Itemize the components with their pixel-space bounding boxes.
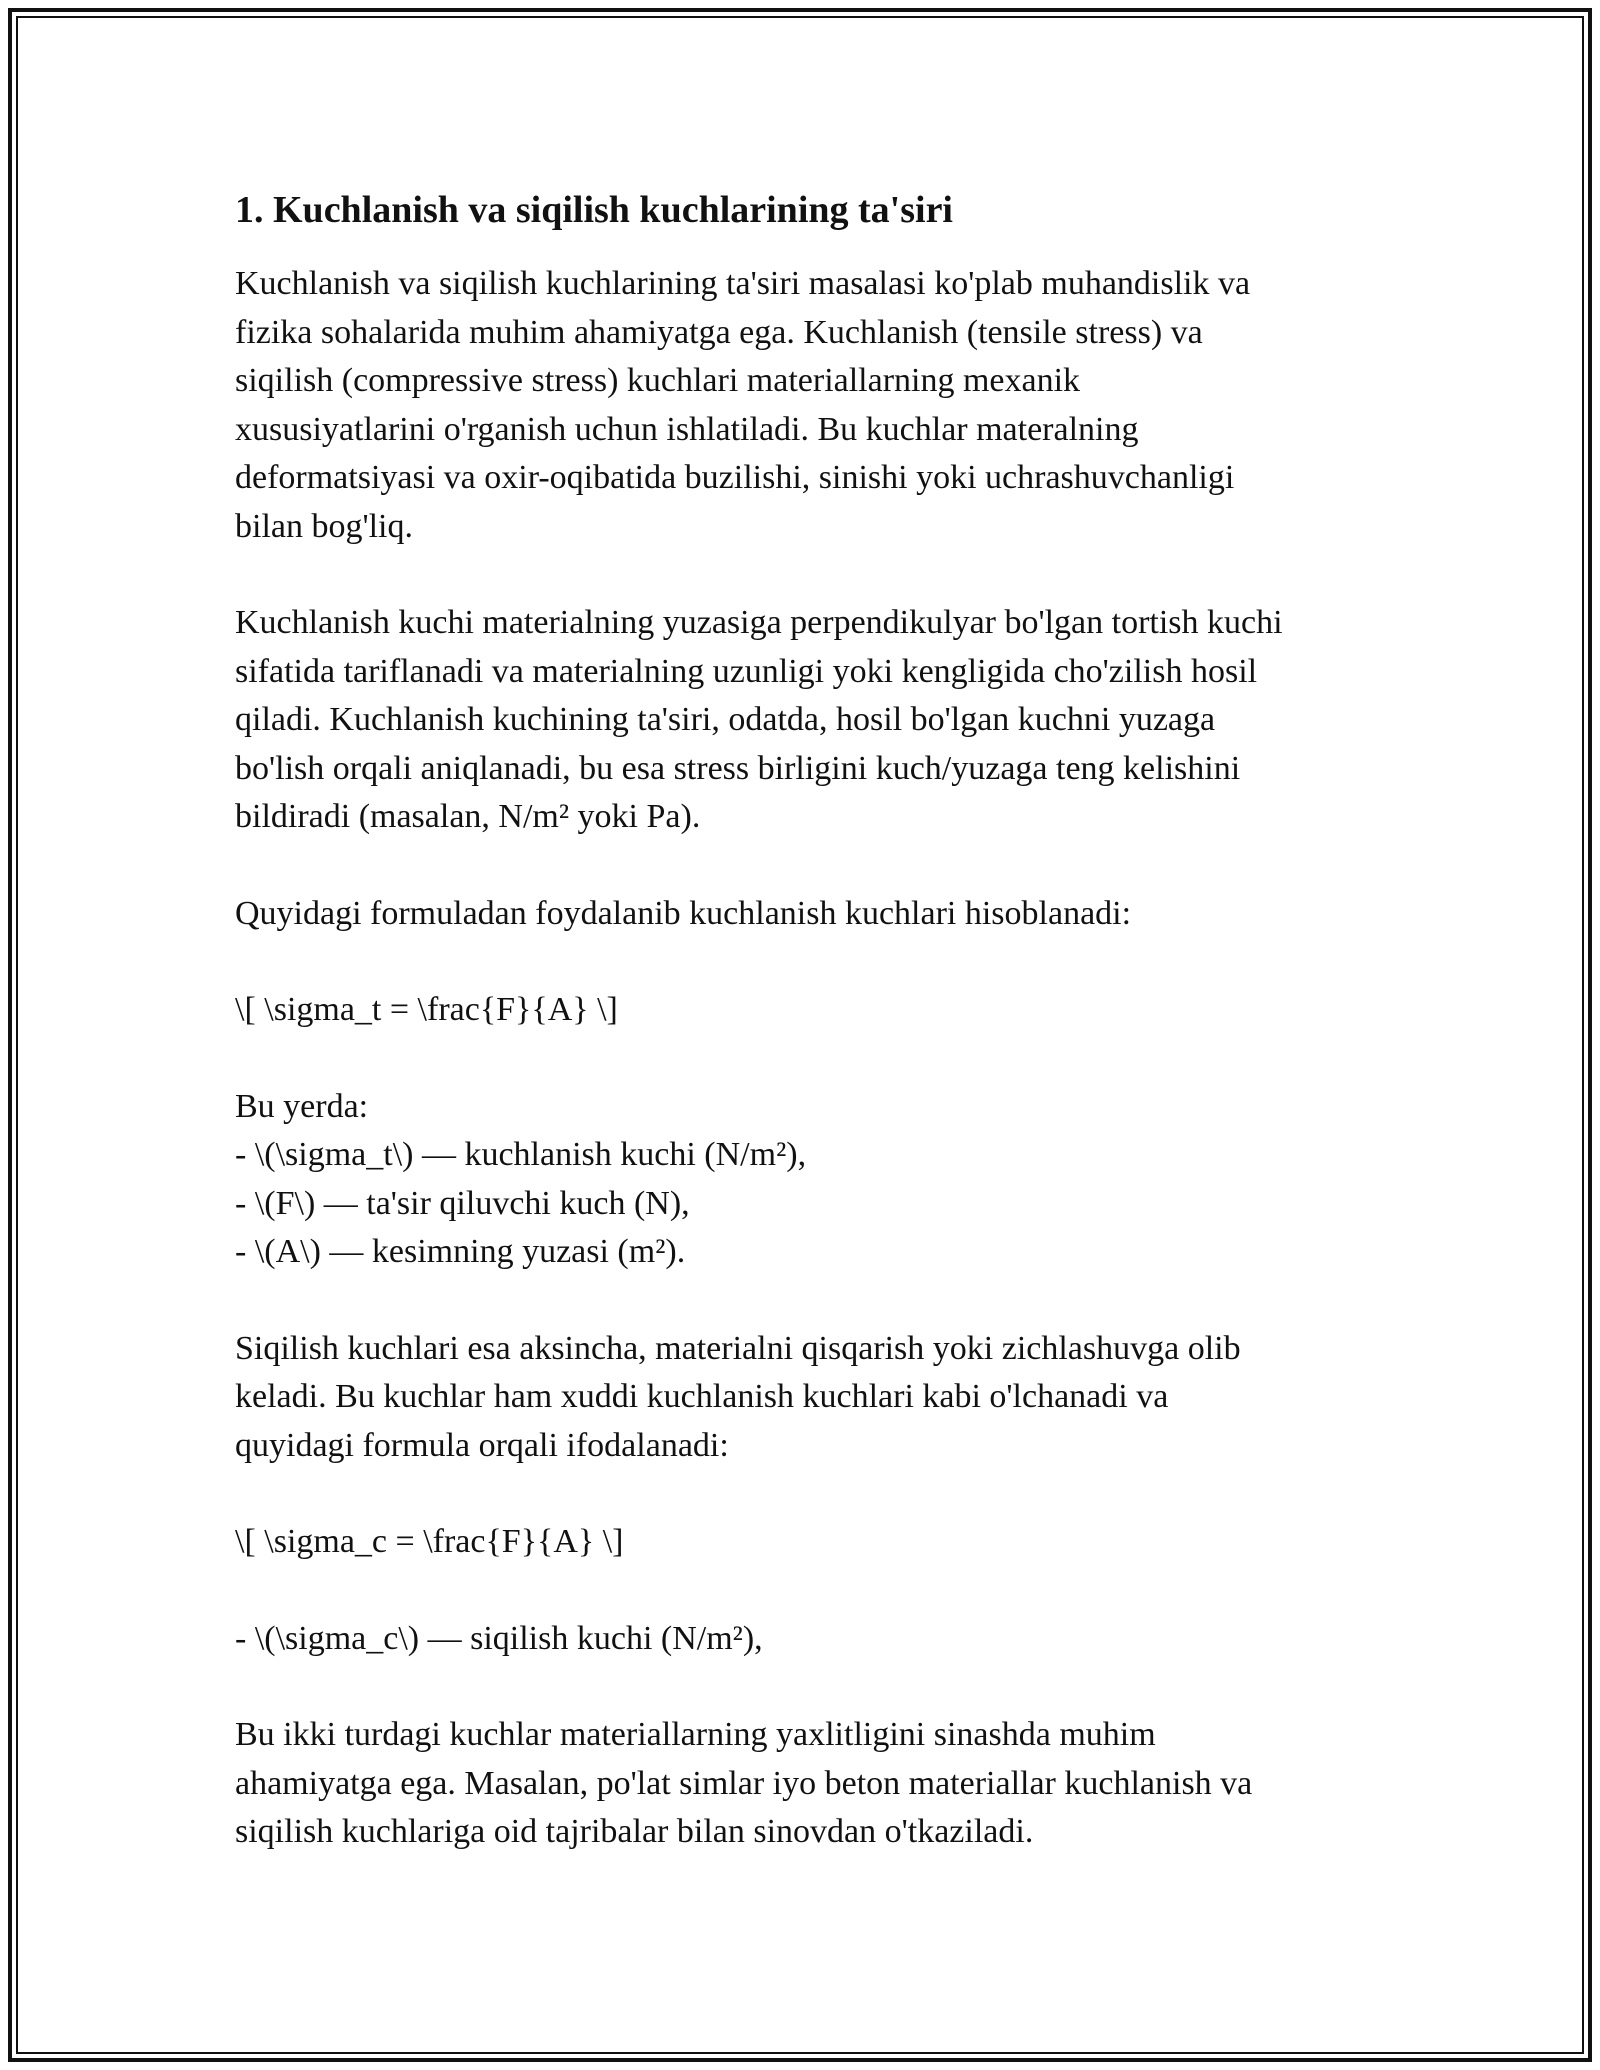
paragraph-compressive xyxy=(235,1325,1375,1471)
paragraph-formula-intro: Quyidagi formuladan foydalanib kuchlanish kuchlari hisoblanadi: xyxy=(235,894,1132,932)
text-line: keladi. Bu kuchlar ham xuddi kuchlanish kuchlari kabi o'lchanadi va xyxy=(235,1378,1169,1415)
text-line: deformatsiyasi va oxir-oqibatida buzilishi, sinishi yoki uchrashuvchanligi xyxy=(235,459,1235,496)
text-line: Kuchlanish kuchi materialning yuzasiga perpendikulyar bo'lgan tortish kuchi xyxy=(235,604,1283,641)
paragraph-intro xyxy=(235,260,1375,551)
text-line: bo'lish orqali aniqlanadi, bu esa stress birligini kuch/yuzaga teng kelishini xyxy=(235,749,1241,787)
list-item: - \(A\) — kesimning yuzasi (m²). xyxy=(235,1233,686,1270)
formula-compressive: \[ \sigma_c = \frac{F}{A} \] xyxy=(235,1523,624,1560)
list-item: - \(F\) — ta'sir qiluvchi kuch (N), xyxy=(235,1184,690,1222)
text-line: Siqilish kuchlari esa aksincha, materialni qisqarish yoki zichlashuvga olib xyxy=(235,1329,1241,1367)
text-line: Bu yerda: xyxy=(235,1087,369,1125)
text-line: bilan bog'liq. xyxy=(235,507,414,545)
text-line: qiladi. Kuchlanish kuchining ta'siri, odatda, hosil bo'lgan kuchni yuzaga xyxy=(235,701,1216,738)
list-item: - \(\sigma_t\) — kuchlanish kuchi (N/m²), xyxy=(235,1136,807,1173)
section-heading: 1. Kuchlanish va siqilish kuchlarining ta'siri xyxy=(235,189,953,231)
text-line: quyidagi formula orqali ifodalanadi: xyxy=(235,1426,729,1464)
paragraph-definitions xyxy=(235,1083,1375,1277)
text-line: siqilish kuchlariga oid tajribalar bilan sinovdan o'tkaziladi. xyxy=(235,1813,1034,1850)
paragraph-tensile xyxy=(235,599,1375,842)
document-body xyxy=(235,186,1375,1905)
text-line: siqilish (compressive stress) kuchlari materiallarning mexanik xyxy=(235,362,1081,399)
list-item: - \(\sigma_c\) — siqilish kuchi (N/m²), xyxy=(235,1619,763,1657)
text-line: bildiradi (masalan, N/m² yoki Pa). xyxy=(235,798,701,835)
paragraph-conclusion xyxy=(235,1711,1375,1857)
text-line: ahamiyatga ega. Masalan, po'lat simlar iyo beton materiallar kuchlanish va xyxy=(235,1764,1253,1802)
text-line: xususiyatlarini o'rganish uchun ishlatiladi. Bu kuchlar materalning xyxy=(235,410,1139,448)
text-line: fizika sohalarida muhim ahamiyatga ega. Kuchlanish (tensile stress) va xyxy=(235,313,1203,351)
text-line: Bu ikki turdagi kuchlar materiallarning yaxlitligini sinashda muhim xyxy=(235,1716,1156,1753)
formula-tensile: \[ \sigma_t = \frac{F}{A} \] xyxy=(235,991,618,1028)
text-line: sifatida tariflanadi va materialning uzunligi yoki kengligida cho'zilish hosil xyxy=(235,652,1258,690)
text-line: Kuchlanish va siqilish kuchlarining ta'siri masalasi ko'plab muhandislik va xyxy=(235,265,1251,302)
